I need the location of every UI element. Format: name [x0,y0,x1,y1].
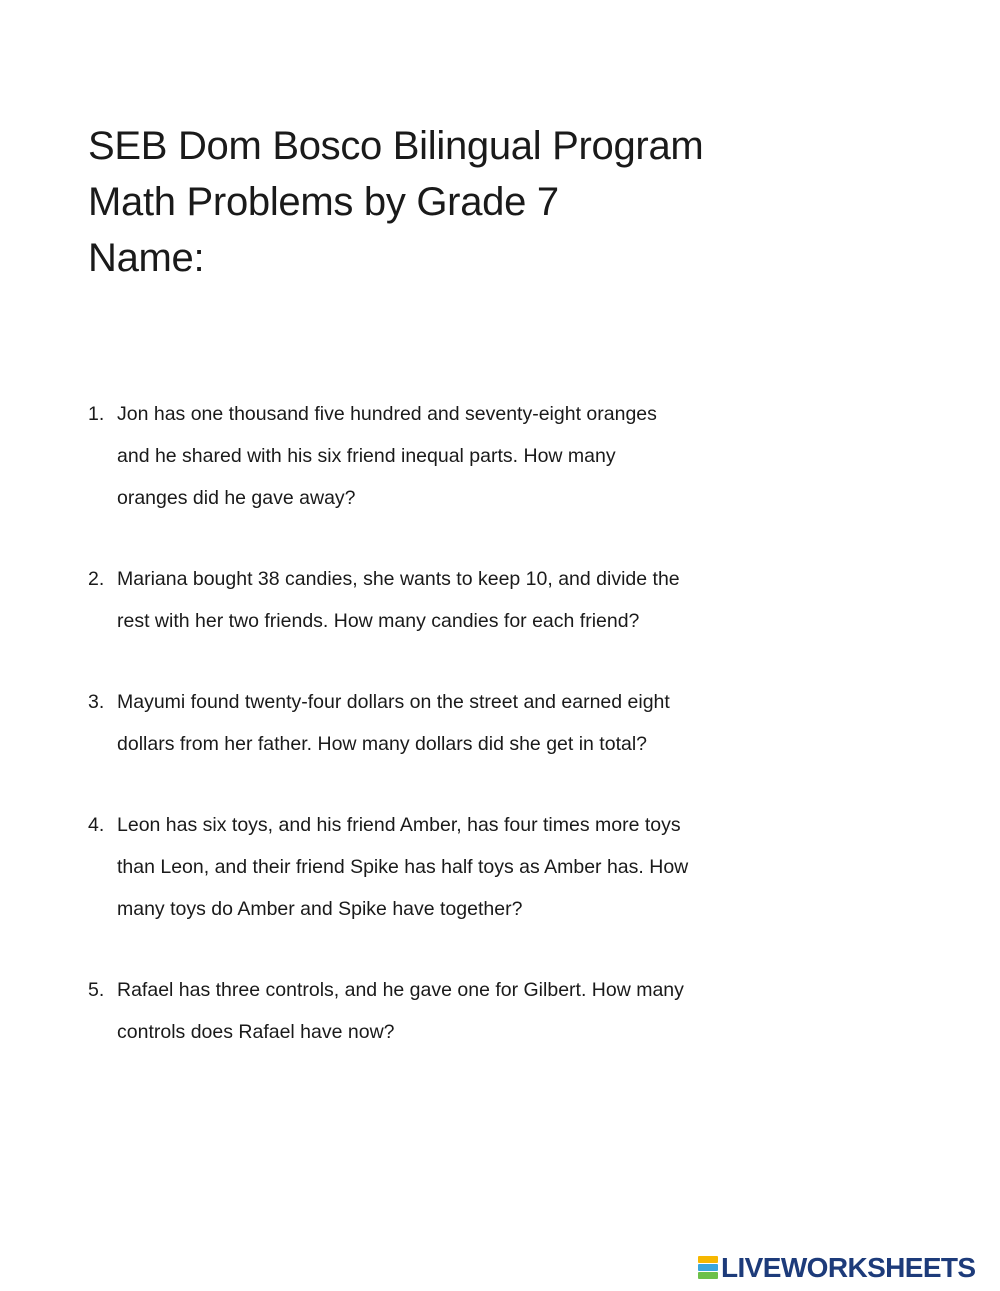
brand-wordmark: LIVEWORKSHEETS [721,1252,976,1283]
problem-text-line: than Leon, and their friend Spike has half toys as Amber has. How [117,856,689,878]
logo-bar-blue [698,1264,718,1271]
problem-text-line: Mariana bought 38 candies, she wants to keep 10, and divide the [117,568,680,590]
student-name-label: Name: [88,236,205,280]
problem-item [88,804,748,930]
logo-bar-green [698,1272,718,1279]
logo-bar-yellow [698,1256,718,1263]
problem-number: 5. [88,979,105,1001]
problem-text-line: Jon has one thousand five hundred and seventy-eight oranges [117,403,657,425]
problem-number: 2. [88,568,105,590]
problem-item [88,681,748,765]
problem-number: 4. [88,814,105,836]
problem-text-line: Mayumi found twenty-four dollars on the street and earned eight [117,691,670,713]
liveworksheets-brand [698,1253,976,1283]
problem-number: 3. [88,691,105,713]
liveworksheets-logo-icon [698,1256,718,1280]
problem-text-line: Leon has six toys, and his friend Amber, has four times more toys [117,814,681,836]
problem-text-line: rest with her two friends. How many candies for each friend? [117,610,640,632]
problem-text-line: dollars from her father. How many dollars did she get in total? [117,733,648,755]
problem-text-line: controls does Rafael have now? [117,1021,395,1043]
problem-text-line: oranges did he gave away? [117,487,356,509]
school-program-title: SEB Dom Bosco Bilingual Program [88,124,704,168]
problem-list [88,393,748,1053]
problem-item [88,969,748,1053]
problem-item [88,558,748,642]
problem-text-line: Rafael has three controls, and he gave one for Gilbert. How many [117,979,684,1001]
worksheet-header [88,118,888,286]
problem-text-line: many toys do Amber and Spike have together? [117,898,523,920]
worksheet-subtitle: Math Problems by Grade 7 [88,180,559,224]
problem-text-line: and he shared with his six friend inequal parts. How many [117,445,616,467]
problem-item [88,393,748,519]
problem-number: 1. [88,403,105,425]
